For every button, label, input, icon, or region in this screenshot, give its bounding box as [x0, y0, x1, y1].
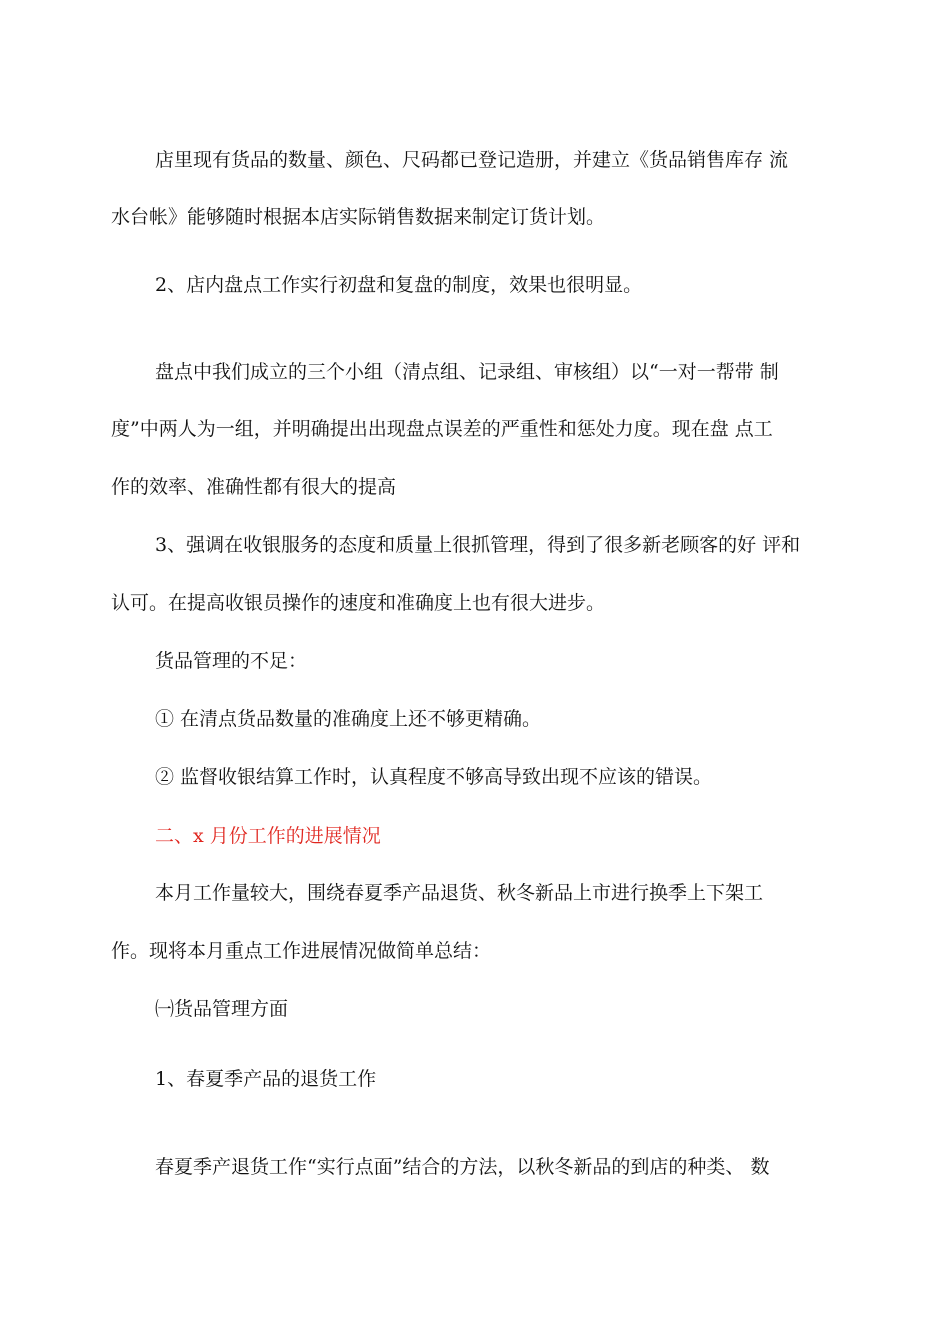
paragraph-line: 春夏季产退货工作“实行点面”结合的方法，以秋冬新品的到店的种类、 数	[155, 1156, 770, 1178]
paragraph-line: 2、店内盘点工作实行初盘和复盘的制度，效果也很明显。	[155, 274, 643, 296]
paragraph-line: 店里现有货品的数量、颜色、尺码都已登记造册，并建立《货品销售库存 流	[155, 149, 789, 171]
section-heading: 二、x 月份工作的进展情况	[155, 825, 381, 847]
subsection-heading: 1、春夏季产品的退货工作	[155, 1068, 377, 1090]
paragraph-line: 度”中两人为一组，并明确提出出现盘点误差的严重性和惩处力度。现在盘 点工	[111, 418, 773, 440]
paragraph-line: 3、强调在收银服务的态度和质量上很抓管理，得到了很多新老顾客的好 评和	[155, 534, 801, 556]
subsection-heading: ㈠货品管理方面	[155, 998, 289, 1020]
section-label: 货品管理的不足：	[155, 650, 308, 672]
paragraph-line: 盘点中我们成立的三个小组（清点组、记录组、审核组）以“一对一帮带 制	[155, 361, 779, 383]
paragraph-line: 本月工作量较大，围绕春夏季产品退货、秋冬新品上市进行换季上下架工	[155, 882, 764, 904]
paragraph-line: 水台帐》能够随时根据本店实际销售数据来制定订货计划。	[111, 206, 606, 228]
paragraph-line: 作的效率、准确性都有很大的提高	[111, 476, 397, 498]
list-item: ① 在清点货品数量的准确度上还不够更精确。	[155, 708, 542, 730]
list-item: ② 监督收银结算工作时，认真程度不够高导致出现不应该的错误。	[155, 766, 713, 788]
paragraph-line: 认可。在提高收银员操作的速度和准确度上也有很大进步。	[111, 592, 606, 614]
paragraph-line: 作。现将本月重点工作进展情况做简单总结：	[111, 940, 492, 962]
